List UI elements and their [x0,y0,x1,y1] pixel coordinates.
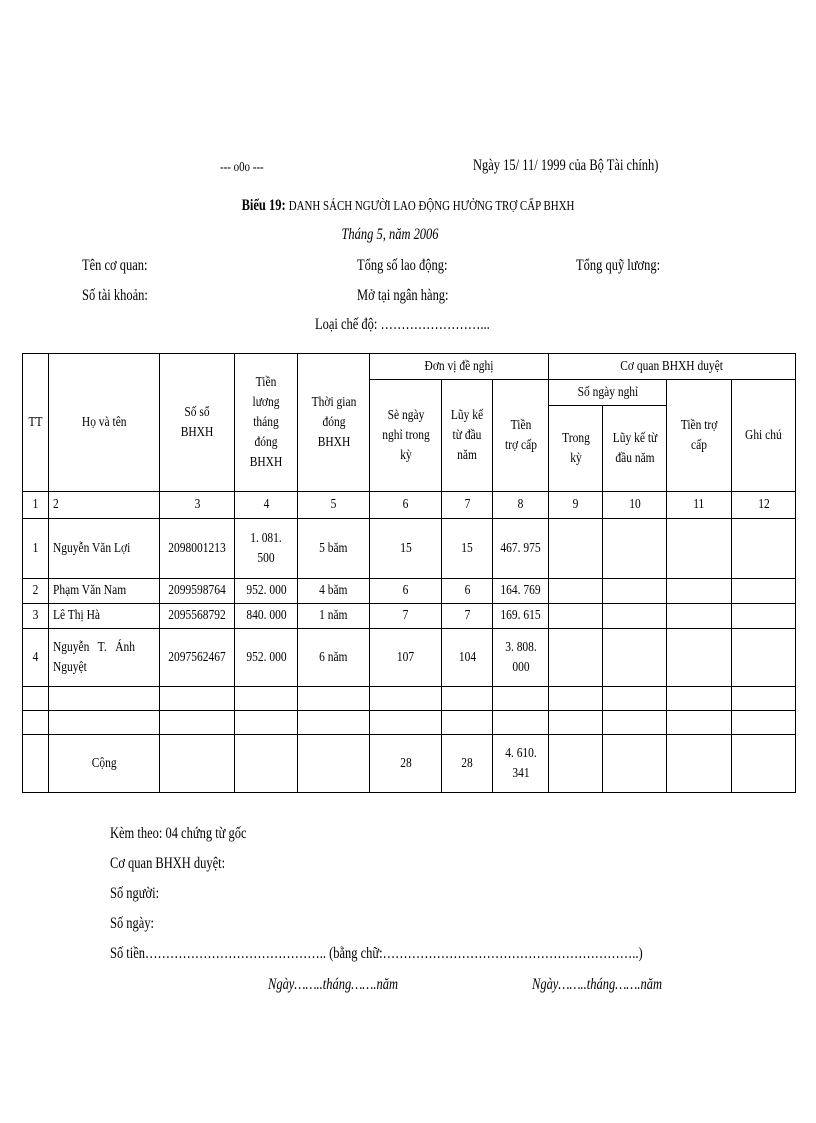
row-tt: 2 [23,579,49,604]
header-note: Ghi chú [732,380,796,492]
col-num: 10 [603,492,667,519]
header-allowance-unit: Tiền trợ cấp [493,380,549,492]
row-days: 7 [370,604,442,629]
col-num: 12 [732,492,796,519]
row-period: 4 băm [298,579,370,604]
regime-label: Loại chế độ: ……………………... [315,316,490,333]
col-num: 9 [549,492,603,519]
row-salary: 840. 000 [235,604,298,629]
row-accum: 15 [442,519,493,579]
header-days-off: Sè ngày nghỉ trong kỳ [370,380,442,492]
empty-row [23,687,796,711]
col-num: 5 [298,492,370,519]
row-allowance: 467. 975 [493,519,549,579]
total-salary-fund-label: Tổng quỹ lương: [576,257,661,274]
row-allowance: 164. 769 [493,579,549,604]
bhxh-approval: Cơ quan BHXH duyệt: [110,855,226,872]
header-bhxh-group: Cơ quan BHXH duyệt [549,354,796,380]
col-num: 4 [235,492,298,519]
col-num: 6 [370,492,442,519]
agency-label: Tên cơ quan: [82,257,148,274]
row-book-no: 2097562467 [160,629,235,687]
row-period: 5 băm [298,519,370,579]
header-unit-group: Đơn vị đề nghị [370,354,549,380]
col-num: 2 [49,492,160,519]
row-book-no: 2095568792 [160,604,235,629]
account-label: Số tài khoản: [82,287,148,304]
row-days: 15 [370,519,442,579]
row-salary: 952. 000 [235,579,298,604]
row-name: Nguyễn T. Ánh Nguyệt [49,629,160,687]
row-accum: 104 [442,629,493,687]
col-num: 8 [493,492,549,519]
row-name: Nguyễn Văn Lợi [49,519,160,579]
row-book-no: 2098001213 [160,519,235,579]
table-row [23,604,796,629]
total-days: 28 [370,735,442,793]
col-num: 11 [667,492,732,519]
number-of-people: Số người: [110,885,160,902]
total-accum: 28 [442,735,493,793]
column-number-row [23,492,796,519]
header-salary: Tiền lương tháng đóng BHXH [235,354,298,492]
attachments: Kèm theo: 04 chứng từ gốc [110,825,247,842]
row-period: 1 năm [298,604,370,629]
row-period: 6 năm [298,629,370,687]
row-tt: 1 [23,519,49,579]
total-allowance: 4. 610. 341 [493,735,549,793]
date-left: Ngày……..tháng…….năm [268,976,399,993]
row-days: 6 [370,579,442,604]
header-in-period: Trong kỳ [549,406,603,492]
ornament: --- o0o --- [220,160,264,175]
header-allowance-bhxh: Tiền trợ cấp [667,380,732,492]
allowance-table [22,353,796,793]
amount-line: Số tiền…………………………………….. (bằng chữ:……………………………………………………..) [110,945,643,962]
row-salary: 952. 000 [235,629,298,687]
header-days-group: Số ngày nghỉ [549,380,667,406]
row-allowance: 169. 615 [493,604,549,629]
decree-reference: Ngày 15/ 11/ 1999 của Bộ Tài chính) [473,157,659,174]
table-row [23,519,796,579]
form-number: Biểu 19: [241,197,286,214]
total-label: Cộng [49,735,160,793]
header-accum-bhxh: Lũy kế từ đầu năm [603,406,667,492]
row-book-no: 2099598764 [160,579,235,604]
total-workers-label: Tổng số lao động: [357,257,448,274]
row-name: Lê Thị Hà [49,604,160,629]
bank-label: Mở tại ngân hàng: [357,287,449,304]
row-allowance: 3. 808. 000 [493,629,549,687]
header-name: Họ và tên [49,354,160,492]
title-text: DANH SÁCH NGƯỜI LAO ĐỘNG HƯỞNG TRỢ CẤP BHXH [288,199,575,214]
header-accum-unit: Lũy kế từ đầu năm [442,380,493,492]
date-right: Ngày……..tháng…….năm [532,976,663,993]
col-num: 7 [442,492,493,519]
row-days: 107 [370,629,442,687]
col-num: 3 [160,492,235,519]
row-name: Phạm Văn Nam [49,579,160,604]
header-period: Thời gian đóng BHXH [298,354,370,492]
page-title [90,196,726,217]
table-row [23,629,796,687]
row-salary: 1. 081. 500 [235,519,298,579]
col-num: 1 [23,492,49,519]
report-period: Tháng 5, năm 2006 [341,226,439,243]
table-row [23,579,796,604]
header-row-1 [23,354,796,380]
row-tt: 4 [23,629,49,687]
total-row [23,735,796,793]
row-accum: 7 [442,604,493,629]
row-tt: 3 [23,604,49,629]
header-tt: TT [23,354,49,492]
header-book-no: Số sổ BHXH [160,354,235,492]
empty-row [23,711,796,735]
row-accum: 6 [442,579,493,604]
number-of-days: Số ngày: [110,915,155,932]
